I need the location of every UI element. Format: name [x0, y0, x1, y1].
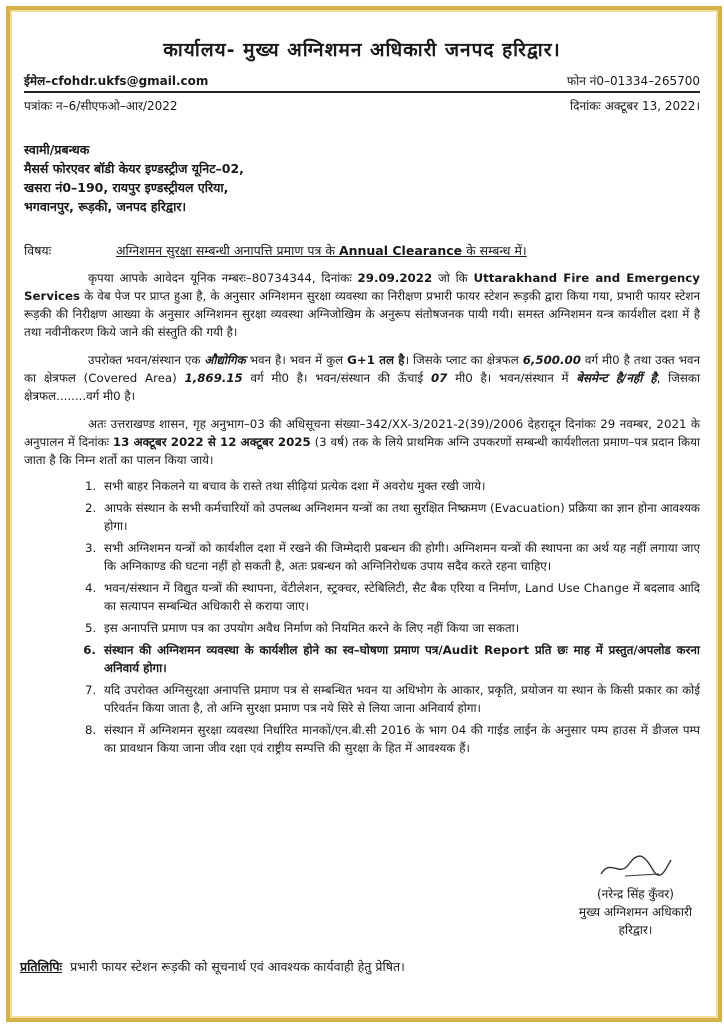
condition-item: 1. सभी बाहर निकलने या बचाव के रास्ते तथा सीढ़ियां प्रत्येक दशा में अवरोध मुक्त रखी जाये।	[100, 477, 700, 495]
addressee-block	[24, 140, 700, 216]
building-height: 07	[430, 371, 448, 385]
conditions-list	[24, 477, 700, 757]
subject-text	[116, 242, 527, 259]
condition-item: 2. आपके संस्थान के सभी कर्मचारियों को उपलब्ध अग्निशमन यन्त्रों का तथा सुरक्षित निष्क्रमण (Evacuation) प्रक्रिया का ज्ञान होना आवश्यक होगा।	[100, 499, 700, 535]
text: मी0 है। भवन/संस्थान में	[447, 371, 577, 385]
subject-part: के सम्बन्ध में।	[462, 243, 527, 258]
copy-label: प्रतिलिपिः	[20, 959, 63, 974]
office-title: कार्यालय- मुख्य अग्निशमन अधिकारी जनपद हरिद्वार।	[163, 39, 561, 61]
paragraph-notification	[24, 415, 700, 469]
addressee-line: खसरा नं0–190, रायपुर इण्डस्ट्रीयल एरिया,	[24, 180, 229, 195]
condition-item: 6. संस्थान की अग्निशमन व्यवस्था के कार्यशील होने का स्व–घोषणा प्रमाण पत्र/Audit Report प्रति छः माह में प्रस्तुत/अपलोड करना अनिवार्य होगा।	[100, 641, 700, 677]
text: जो कि	[432, 271, 474, 285]
text: । जिसके प्लाट का क्षेत्रफल	[404, 353, 523, 367]
signature-block	[579, 854, 692, 939]
text: के वेब पेज पर प्राप्त हुआ है, के अनुसार अग्निशमन सुरक्षा व्यवस्था का निरीक्षण प्रभारी फायर स्टेशन रूड़की द्वारा किया गया, प्रभारी फायर स्टेशन रूड़की की निरीक्षण आख्या के अनुसार अग्निशमन सुरक्षा व्यवस्था अग्निजोखिम के अनुरूप संतोषजनक पायी गयी। समस्त अग्निशमन यन्त्र कार्यशील दशा में है तथा नवीनीकरण किये जाने की संस्तुति की गयी है।	[24, 289, 700, 339]
copy-to	[20, 958, 405, 975]
paragraph-application	[24, 269, 700, 341]
signature-scribble-icon	[595, 854, 675, 880]
covered-area: 1,869.15	[184, 371, 243, 385]
email: ईमेल–cfohdr.ukfs@gmail.com	[24, 74, 209, 88]
org-name: Uttarakhand Fire and Emergency Services	[24, 271, 700, 303]
text: (3 वर्ष) तक के लिये प्राथमिक अग्नि उपकरणों सम्बन्धी कार्यशीलता प्रमाण–पत्र प्रदान किया जाता है कि निम्न शर्तो का पालन किया जाये।	[24, 435, 700, 467]
signatory-designation: मुख्य अग्निशमन अधिकारी	[578, 905, 692, 919]
text: कृपया आपके आवेदन यूनिक नम्बरः–80734344, दिनांकः	[88, 271, 358, 285]
paragraph-building	[24, 351, 700, 405]
text: वर्ग मी0 है तथा उक्त भवन का क्षेत्रफल (Covered Area)	[24, 353, 700, 385]
addressee-line: मैसर्स फोरएवर बॉडी केयर इण्डस्ट्रीज यूनिट–02,	[24, 161, 244, 176]
building-type: औद्योगिक	[204, 353, 246, 367]
phone: फोन नं0–01334–265700	[566, 74, 700, 88]
application-date: 29.09.2022	[357, 271, 433, 285]
text: उपरोक्त भवन/संस्थान एक	[88, 353, 205, 367]
ref-number: पत्रांकः न–6/सीएफओ–आर/2022	[24, 99, 178, 113]
header-rule	[24, 91, 700, 93]
addressee-line: भगवानपुर, रूड़की, जनपद हरिद्वार।	[24, 199, 187, 214]
signatory-place: हरिद्वार।	[618, 923, 653, 937]
floors: G+1 तल है	[347, 353, 405, 367]
condition-item: 7. यदि उपरोक्त अग्निसुरक्षा अनापत्ति प्रमाण पत्र से सम्बन्धित भवन या अधिभोग के आकार, प्रकृति, प्रयोजन या स्थान के किसी प्रकार का कोई परिवर्तन किया जाता है, तो अग्नि सुरक्षा प्रमाण पत्र नये सिरे से लिया जाना अनिवार्य होगा।	[100, 681, 700, 717]
condition-item: 3. सभी अग्निशमन यन्त्रों को कार्यशील दशा में रखने की जिम्मेदारी प्रबन्धन की होगी। अग्निशमन यन्त्रों की स्थापना का अर्थ यह नहीं लगाया जाए कि अग्निकाण्ड की घटना नहीं हो सकती है, अतः प्रबन्धन को अग्निनिरोधक उपाय सदैव करते रहना चाहिए।	[100, 539, 700, 575]
letter-date: दिनांकः अक्टूबर 13, 2022।	[569, 99, 700, 113]
basement: बेसमेन्ट है/नहीं है	[576, 371, 657, 385]
plot-area: 6,500.00	[522, 353, 581, 367]
text: भवन है। भवन में कुल	[245, 353, 348, 367]
ref-row	[24, 97, 700, 114]
condition-item: 8. संस्थान में अग्निशमन सुरक्षा व्यवस्था निर्धारित मानकों/एन.बी.सी 2016 के भाग 04 की गाईड लाईन के अनुसार पम्प हाउस में डीजल पम्प का प्रावधान किया जाना जीव रक्षा एवं राष्ट्रीय सम्पत्ति की सुरक्षा के हित में आवश्यक हैं।	[100, 721, 700, 757]
signatory-name: (नरेन्द्र सिंह कुँवर)	[596, 887, 674, 901]
text: वर्ग मी0 है। भवन/संस्थान की ऊँचाई	[242, 371, 431, 385]
subject-part: अग्निशमन सुरक्षा सम्बन्धी अनापत्ति प्रमाण पत्र के	[116, 243, 339, 258]
addressee-line: स्वामी/प्रबन्धक	[24, 142, 90, 157]
text: , जिसका क्षेत्रफल........वर्ग मी0 है।	[24, 371, 701, 403]
subject-label: विषयः	[24, 243, 52, 258]
condition-item: 4. भवन/संस्थान में विद्युत यन्त्रों की स्थापना, वेंटीलेशन, स्ट्रक्चर, स्टेबिलिटी, सैट बैक एरिया व निर्माण, Land Use Change में बदलाव आदि का सत्यापन सम्बन्धित अधिकारी से कराया जाए।	[100, 579, 700, 615]
condition-item: 5. इस अनापत्ति प्रमाण पत्र का उपयोग अवैध निर्माण को नियमित करने के लिए नहीं किया जा सकता।	[100, 619, 700, 637]
subject-bold: Annual Clearance	[338, 243, 463, 258]
subject-line	[24, 242, 700, 259]
contact-row	[24, 72, 700, 89]
copy-text: प्रभारी फायर स्टेशन रूड़की को सूचनार्थ एवं आवश्यक कार्यवाही हेतु प्रेषित।	[70, 959, 405, 974]
text: अतः उत्तराखण्ड शासन, गृह अनुभाग–03 की अधिसूचना संख्या–342/XX-3/2021-2(39)/2006 देहरादून दिनांकः 29 नवम्बर, 2021 के अनुपालन में दिनांकः	[24, 417, 700, 449]
validity-period: 13 अक्टूबर 2022 से 12 अक्टूबर 2025	[112, 435, 311, 449]
letter	[24, 36, 700, 761]
